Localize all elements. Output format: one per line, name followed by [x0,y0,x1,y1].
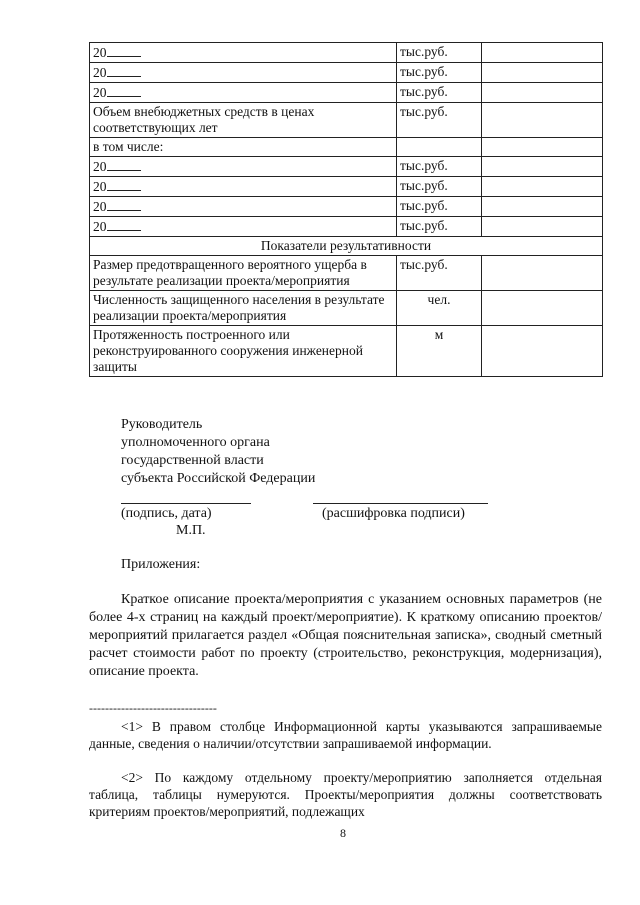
unit-cell: тыс.руб. [397,256,482,291]
page-number: 8 [340,826,346,840]
table-row [90,256,603,291]
table-row [90,63,603,83]
value-cell [482,177,603,197]
value-cell [482,63,603,83]
unit-cell: тыс.руб. [397,43,482,63]
indicator-label: Численность защищенного населения в результате реализации проекта/мероприятия [90,291,397,326]
unit-cell: тыс.руб. [397,217,482,237]
year-cell: 20 [90,177,397,197]
year-cell: 20 [90,157,397,177]
appendix-heading: Приложения: [121,557,201,572]
name-caption: (расшифровка подписи) [322,506,465,521]
unit-cell: тыс.руб. [397,197,482,217]
information-card-table [89,42,603,377]
footnote-2: <2> По каждому отдельному проекту/мероприятию заполняется отдельная таблица, таблицы нумеруются. Проекты/мероприятия должны соответствовать критериям проектов/мероприятий, подлежащих [89,770,602,819]
table-row [90,157,603,177]
signature-underline [121,503,251,504]
name-underline [313,503,488,504]
unit-cell: м [397,326,482,377]
signature-caption: (подпись, дата) [121,506,212,521]
year-cell: 20 [90,63,397,83]
value-cell [482,256,603,291]
value-cell [482,291,603,326]
indicator-label: Протяженность построенного или реконструированного сооружения инженерной защиты [90,326,397,377]
unit-cell: чел. [397,291,482,326]
value-cell [482,138,603,157]
signatory-line: уполномоченного органа [121,435,270,450]
value-cell [482,103,603,138]
footnote-1: <1> В правом столбце Информационной карты указываются запрашиваемые данные, сведения о наличии/отсутствии запрашиваемой информации. [89,719,602,751]
table-row [90,83,603,103]
year-cell: 20 [90,197,397,217]
value-cell [482,157,603,177]
unit-cell: тыс.руб. [397,103,482,138]
including-label: в том числе: [90,138,397,157]
signatory-line: государственной власти [121,453,264,468]
year-cell: 20 [90,83,397,103]
year-cell: 20 [90,217,397,237]
stamp-place: М.П. [176,523,206,538]
value-cell [482,326,603,377]
table-row [90,326,603,377]
section-header: Показатели результативности [90,237,603,256]
year-cell: 20 [90,43,397,63]
footnote-separator: -------------------------------- [89,701,217,715]
unit-cell: тыс.руб. [397,157,482,177]
value-cell [482,83,603,103]
table-row [90,217,603,237]
value-cell [482,217,603,237]
unit-cell: тыс.руб. [397,63,482,83]
table-row [90,177,603,197]
signatory-line: субъекта Российской Федерации [121,471,316,486]
table-row [90,291,603,326]
table-row [90,197,603,217]
unit-cell [397,138,482,157]
table-row [90,237,603,256]
appendix-text: Краткое описание проекта/мероприятия с указанием основных параметров (не более 4-х страниц на каждый проект/мероприятие). К краткому описанию проектов/мероприятий прилагается раздел «Общая пояснительная записка», сводный сметный расчет стоимости работ по проекту (строительство, реконструкция, модернизация), описание проекта. [89,592,602,679]
table-row [90,103,603,138]
signatory-block [121,416,315,488]
unit-cell: тыс.руб. [397,177,482,197]
table-row [90,43,603,63]
offbudget-label: Объем внебюджетных средств в ценах соответствующих лет [90,103,397,138]
table-row [90,138,603,157]
value-cell [482,197,603,217]
unit-cell: тыс.руб. [397,83,482,103]
value-cell [482,43,603,63]
indicator-label: Размер предотвращенного вероятного ущерба в результате реализации проекта/мероприятия [90,256,397,291]
signatory-line: Руководитель [121,417,203,432]
